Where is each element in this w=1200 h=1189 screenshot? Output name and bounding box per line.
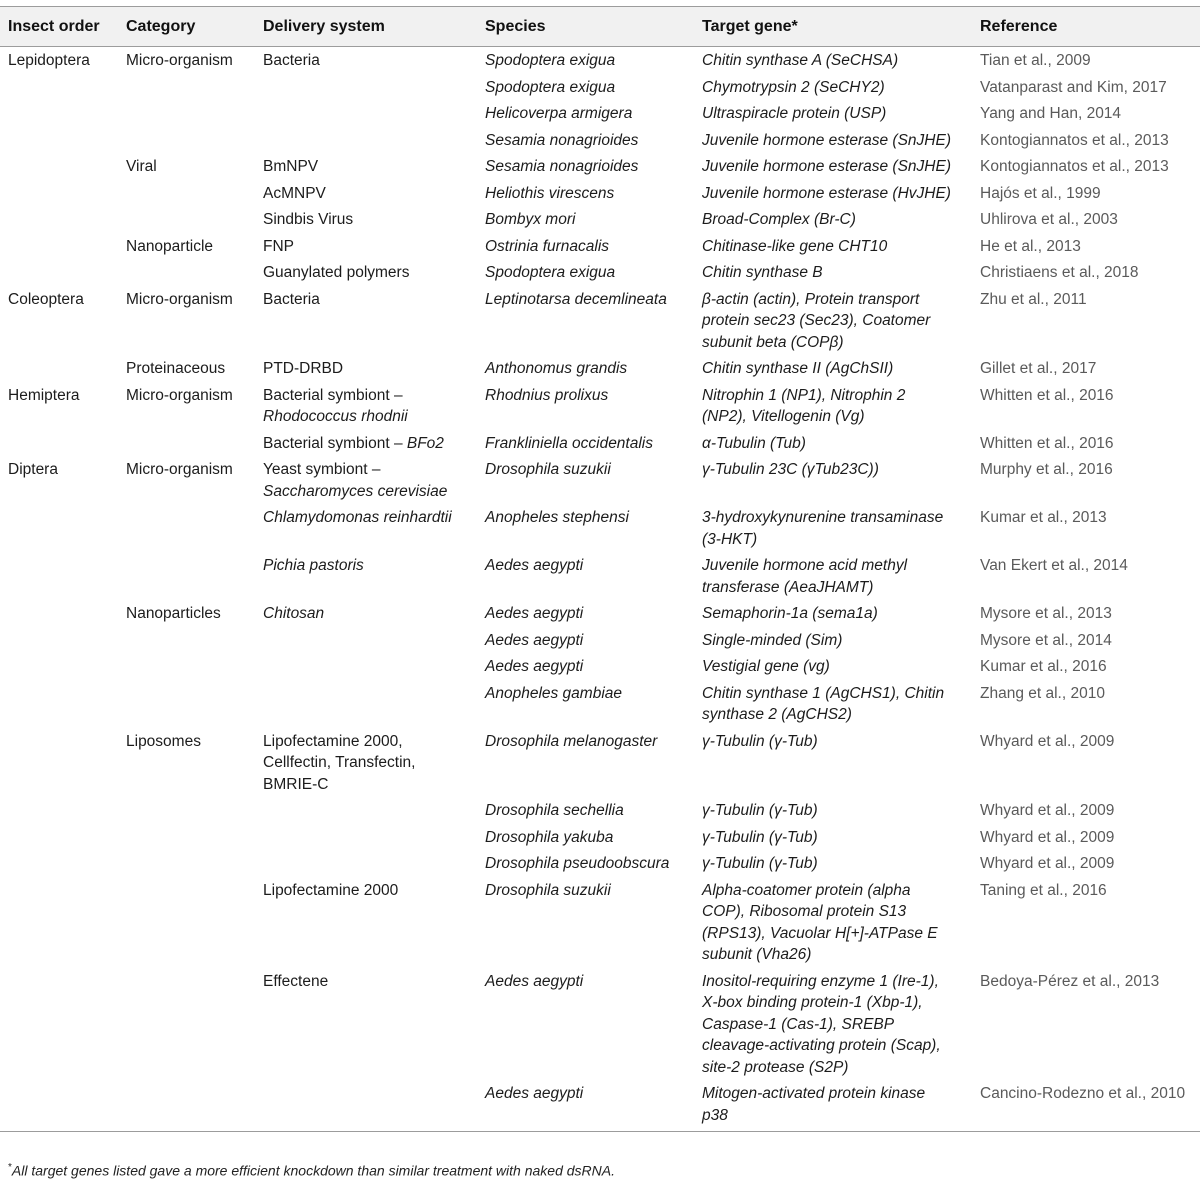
cell-delivery-system [255,824,477,851]
cell-delivery-system [255,355,477,382]
table-row [0,504,1200,552]
cell-insect-order: Lepidoptera [8,52,90,69]
cell-insect-order [0,74,118,101]
cell-category [118,259,255,286]
cell-delivery-system [255,627,477,654]
cell-insect-order [0,797,118,824]
delivery-line: Rhodococcus rhodnii [263,408,408,425]
cell-delivery-system [255,456,477,504]
cell-species: Sesamia nonagrioides [485,131,639,149]
gene-line: Inositol-requiring enzyme 1 (Ire-1), [702,972,939,990]
cell-insect-order [0,728,118,798]
table-row [0,456,1200,504]
table-row [0,286,1200,356]
delivery-line: Bacteria [263,290,320,308]
footnote-text: All target genes listed gave a more efficient knockdown than similar treatment with naked dsRNA. [11,1162,615,1179]
cell-delivery-system [255,206,477,233]
cell-insect-order [0,552,118,600]
cell-species: Heliothis virescens [485,184,615,202]
gene-line: p38 [702,1106,728,1124]
cell-category: Micro-organism [126,290,233,308]
cell-species: Drosophila suzukii [485,881,611,899]
gene-line: γ-Tubulin 23C (γTub23C)) [702,461,879,478]
table-row [0,552,1200,600]
insect-rnai-table [0,6,1200,1132]
table-row [0,100,1200,127]
cell-target-gene [694,153,972,180]
cell-target-gene [694,504,972,552]
cell-category: Micro-organism [126,386,233,404]
cell-reference: Kontogiannatos et al., 2013 [980,158,1169,175]
cell-category [118,653,255,680]
gene-line: Chymotrypsin 2 (SeCHY2) [702,78,885,96]
cell-delivery-system [255,286,477,356]
gene-line: γ-Tubulin (γ-Tub) [702,855,818,872]
table-row [0,355,1200,382]
cell-category [118,824,255,851]
table-row [0,153,1200,180]
cell-reference: Kontogiannatos et al., 2013 [980,131,1169,149]
cell-insect-order [0,180,118,207]
cell-insect-order [0,968,118,1081]
cell-delivery-system [255,600,477,627]
cell-reference: Whyard et al., 2009 [980,802,1115,819]
cell-insect-order [0,259,118,286]
cell-species: Aedes aegypti [485,658,584,675]
cell-category: Viral [126,158,157,175]
footnote [8,1162,615,1179]
delivery-line: Guanylated polymers [263,264,410,281]
cell-category [118,680,255,728]
cell-category [118,850,255,877]
cell-delivery-system [255,153,477,180]
cell-insect-order [0,504,118,552]
cell-insect-order [0,824,118,851]
cell-target-gene [694,382,972,430]
cell-insect-order [0,1080,118,1132]
gene-line: γ-Tubulin (γ-Tub) [702,802,818,819]
table-row [0,206,1200,233]
cell-species: Drosophila pseudoobscura [485,855,670,872]
delivery-line: Sindbis Virus [263,211,354,228]
gene-line: Semaphorin-1a (sema1a) [702,605,878,622]
cell-target-gene [694,824,972,851]
cell-target-gene [694,1080,972,1132]
cell-category [118,552,255,600]
cell-reference: Mysore et al., 2013 [980,605,1112,622]
cell-delivery-system [255,552,477,600]
cell-species: Anopheles gambiae [485,684,623,702]
cell-species: Bombyx mori [485,211,576,228]
delivery-line: Saccharomyces cerevisiae [263,482,448,500]
gene-line: Juvenile hormone esterase (SnJHE) [702,158,951,175]
cell-target-gene [694,430,972,457]
cell-delivery-system [255,430,477,457]
cell-category [118,968,255,1081]
cell-delivery-system [255,100,477,127]
gene-line: Alpha-coatomer protein (alpha [702,881,911,899]
cell-category [118,206,255,233]
gene-line: Chitin synthase B [702,264,823,281]
cell-delivery-system [255,382,477,430]
table-row [0,600,1200,627]
table-row [0,259,1200,286]
cell-species: Aedes aegypti [485,605,584,622]
cell-insect-order [0,850,118,877]
gene-line: cleavage-activating protein (Scap), [702,1037,941,1054]
delivery-line: BmNPV [263,158,319,175]
cell-reference: Bedoya-Pérez et al., 2013 [980,972,1160,990]
cell-reference: Whitten et al., 2016 [980,434,1114,452]
gene-line: 3-hydroxykynurenine transaminase [702,509,944,526]
cell-category: Proteinaceous [126,360,226,377]
cell-target-gene [694,355,972,382]
table-row [0,653,1200,680]
cell-category [118,180,255,207]
cell-species: Aedes aegypti [485,972,584,990]
cell-species: Ostrinia furnacalis [485,237,610,255]
delivery-line: Effectene [263,972,329,990]
cell-target-gene [694,259,972,286]
gene-line: (NP2), Vitellogenin (Vg) [702,408,865,425]
delivery-line: AcMNPV [263,184,326,202]
cell-target-gene [694,877,972,968]
cell-species: Drosophila sechellia [485,802,624,819]
delivery-prefix: Bacterial symbiont – [263,434,407,452]
cell-reference: Yang and Han, 2014 [980,105,1122,122]
delivery-line: Chlamydomonas reinhardtii [263,509,452,526]
gene-line: site-2 protease (S2P) [702,1058,849,1076]
cell-reference: Whitten et al., 2016 [980,386,1114,404]
cell-reference: Uhlirova et al., 2003 [980,211,1118,228]
cell-category: Micro-organism [126,461,233,478]
cell-category [118,100,255,127]
cell-delivery-system [255,850,477,877]
table-row [0,430,1200,457]
cell-insect-order [0,127,118,154]
cell-target-gene [694,74,972,101]
delivery-line: Bacterial symbiont – [263,386,403,404]
cell-reference: Kumar et al., 2013 [980,509,1107,526]
gene-line: transferase (AeaJHAMT) [702,578,874,596]
gene-line: protein sec23 (Sec23), Coatomer [702,312,931,329]
header-row [0,7,1200,47]
cell-species: Spodoptera exigua [485,52,616,69]
cell-delivery-system [255,180,477,207]
cell-reference: Murphy et al., 2016 [980,461,1113,478]
gene-line: Mitogen-activated protein kinase [702,1085,926,1102]
cell-delivery-system [255,877,477,968]
table-row [0,180,1200,207]
delivery-line: Lipofectamine 2000 [263,881,399,899]
cell-category: Nanoparticle [126,237,214,255]
cell-delivery-system [255,968,477,1081]
gene-line: Juvenile hormone esterase (SnJHE) [702,131,951,149]
cell-species: Anthonomus grandis [485,360,628,377]
cell-delivery-system [255,47,477,74]
cell-species: Rhodnius prolixus [485,386,609,404]
header-insect-order: Insect order [0,7,118,47]
cell-insect-order [0,680,118,728]
delivery-line: Bacteria [263,52,320,69]
gene-line: Chitinase-like gene CHT10 [702,237,888,255]
header-target-gene: Target gene* [694,7,972,47]
cell-category [118,74,255,101]
cell-delivery-system [255,259,477,286]
gene-line: γ-Tubulin (γ-Tub) [702,732,818,750]
cell-category [118,430,255,457]
gene-line: Ultraspiracle protein (USP) [702,105,887,122]
cell-insect-order [0,430,118,457]
cell-category [118,1080,255,1132]
table-row [0,850,1200,877]
gene-line: subunit (Vha26) [702,946,812,963]
delivery-organism: BFo2 [406,434,444,452]
cell-target-gene [694,968,972,1081]
gene-line: Vestigial gene (vg) [702,658,830,675]
table-row [0,382,1200,430]
delivery-line: Cellfectin, Transfectin, [263,754,416,771]
cell-target-gene [694,206,972,233]
cell-reference: Christiaens et al., 2018 [980,264,1139,281]
gene-line: COP), Ribosomal protein S13 [702,903,907,920]
gene-line: subunit beta (COPβ) [702,333,844,351]
cell-reference: Zhang et al., 2010 [980,684,1105,702]
cell-target-gene [694,728,972,798]
cell-delivery-system [255,504,477,552]
gene-line: β-actin (actin), Protein transport [702,290,920,308]
gene-line: (RPS13), Vacuolar H[+]-ATPase E [702,924,938,942]
cell-target-gene [694,47,972,74]
cell-insect-order [0,877,118,968]
cell-target-gene [694,127,972,154]
gene-line: synthase 2 (AgCHS2) [702,706,852,723]
table-row [0,797,1200,824]
delivery-line [263,435,444,452]
cell-reference: Van Ekert et al., 2014 [980,557,1128,574]
delivery-line: PTD-DRBD [263,360,344,377]
cell-reference: Gillet et al., 2017 [980,360,1097,377]
gene-line: Juvenile hormone esterase (HvJHE) [702,184,951,202]
cell-category: Nanoparticles [126,605,221,622]
cell-target-gene [694,680,972,728]
cell-category [118,627,255,654]
table-row [0,47,1200,74]
table-row [0,824,1200,851]
cell-reference: Whyard et al., 2009 [980,732,1115,750]
table-row [0,728,1200,798]
delivery-line: Pichia pastoris [263,557,364,574]
gene-line: γ-Tubulin (γ-Tub) [702,828,818,846]
cell-category [118,877,255,968]
cell-species: Leptinotarsa decemlineata [485,290,667,308]
cell-category [118,504,255,552]
cell-insect-order: Hemiptera [8,386,80,404]
cell-reference: Taning et al., 2016 [980,881,1107,899]
cell-insect-order [0,153,118,180]
cell-target-gene [694,180,972,207]
cell-species: Drosophila yakuba [485,828,614,846]
cell-insect-order [0,355,118,382]
cell-insect-order [0,600,118,627]
cell-species: Drosophila melanogaster [485,732,658,750]
table-row [0,233,1200,260]
delivery-line: Yeast symbiont – [263,461,381,478]
cell-species: Aedes aegypti [485,631,584,649]
cell-delivery-system [255,127,477,154]
table-row [0,74,1200,101]
cell-delivery-system [255,728,477,798]
cell-target-gene [694,286,972,356]
cell-target-gene [694,600,972,627]
delivery-line: BMRIE-C [263,775,329,793]
gene-line: Chitin synthase 1 (AgCHS1), Chitin [702,684,945,702]
cell-target-gene [694,627,972,654]
table-row [0,877,1200,968]
table-row [0,627,1200,654]
cell-target-gene [694,552,972,600]
cell-species: Drosophila suzukii [485,461,611,478]
gene-line: Nitrophin 1 (NP1), Nitrophin 2 [702,386,906,404]
cell-species: Helicoverpa armigera [485,105,633,122]
cell-category [118,797,255,824]
cell-insect-order [0,206,118,233]
cell-delivery-system [255,74,477,101]
cell-species: Sesamia nonagrioides [485,158,639,175]
table-row [0,1080,1200,1132]
cell-reference: Hajós et al., 1999 [980,184,1101,202]
cell-species: Aedes aegypti [485,557,584,574]
cell-insect-order [0,653,118,680]
cell-insect-order [0,100,118,127]
cell-category: Liposomes [126,732,201,750]
cell-target-gene [694,456,972,504]
header-species: Species [477,7,694,47]
footnote-mark: * [8,1162,12,1173]
cell-species: Spodoptera exigua [485,78,616,96]
cell-insect-order: Diptera [8,461,58,478]
cell-target-gene [694,797,972,824]
cell-reference: Mysore et al., 2014 [980,631,1112,649]
cell-delivery-system [255,680,477,728]
cell-reference: Vatanparast and Kim, 2017 [980,78,1167,96]
cell-target-gene [694,653,972,680]
cell-category: Micro-organism [126,52,233,69]
cell-reference: He et al., 2013 [980,237,1081,255]
cell-species: Aedes aegypti [477,1080,694,1132]
cell-species: Spodoptera exigua [485,264,616,281]
delivery-line: Chitosan [263,605,325,622]
gene-line: Chitin synthase II (AgChSII) [702,360,894,377]
table-row [0,680,1200,728]
cell-insect-order [0,233,118,260]
cell-reference: Kumar et al., 2016 [980,658,1107,675]
cell-reference: Whyard et al., 2009 [980,855,1115,872]
cell-target-gene [694,850,972,877]
cell-delivery-system [255,797,477,824]
gene-line: Juvenile hormone acid methyl [702,557,908,574]
table-row [0,968,1200,1081]
delivery-line: Lipofectamine 2000, [263,732,403,750]
cell-insect-order: Coleoptera [8,290,84,308]
table-row [0,127,1200,154]
header-reference: Reference [972,7,1200,47]
cell-insect-order [0,627,118,654]
gene-line: Caspase-1 (Cas-1), SREBP [702,1015,895,1033]
cell-target-gene [694,100,972,127]
cell-category [118,127,255,154]
gene-line: (3-HKT) [702,530,758,548]
cell-reference: Cancino-Rodezno et al., 2010 [972,1080,1200,1132]
cell-reference: Tian et al., 2009 [980,52,1091,69]
cell-species: Frankliniella occidentalis [485,434,653,452]
gene-line: Single-minded (Sim) [702,631,843,649]
gene-line: α-Tubulin (Tub) [702,434,806,452]
cell-reference: Whyard et al., 2009 [980,828,1115,846]
cell-delivery-system [255,1080,477,1132]
cell-target-gene [694,233,972,260]
gene-line: Chitin synthase A (SeCHSA) [702,52,899,69]
gene-line: Broad-Complex (Br-C) [702,211,856,228]
header-delivery-system: Delivery system [255,7,477,47]
header-category: Category [118,7,255,47]
table-body [0,47,1200,1132]
gene-line: X-box binding protein-1 (Xbp-1), [702,994,923,1011]
cell-species: Anopheles stephensi [485,509,629,526]
cell-delivery-system [255,653,477,680]
delivery-line: FNP [263,237,294,255]
cell-delivery-system [255,233,477,260]
cell-reference: Zhu et al., 2011 [980,290,1087,308]
